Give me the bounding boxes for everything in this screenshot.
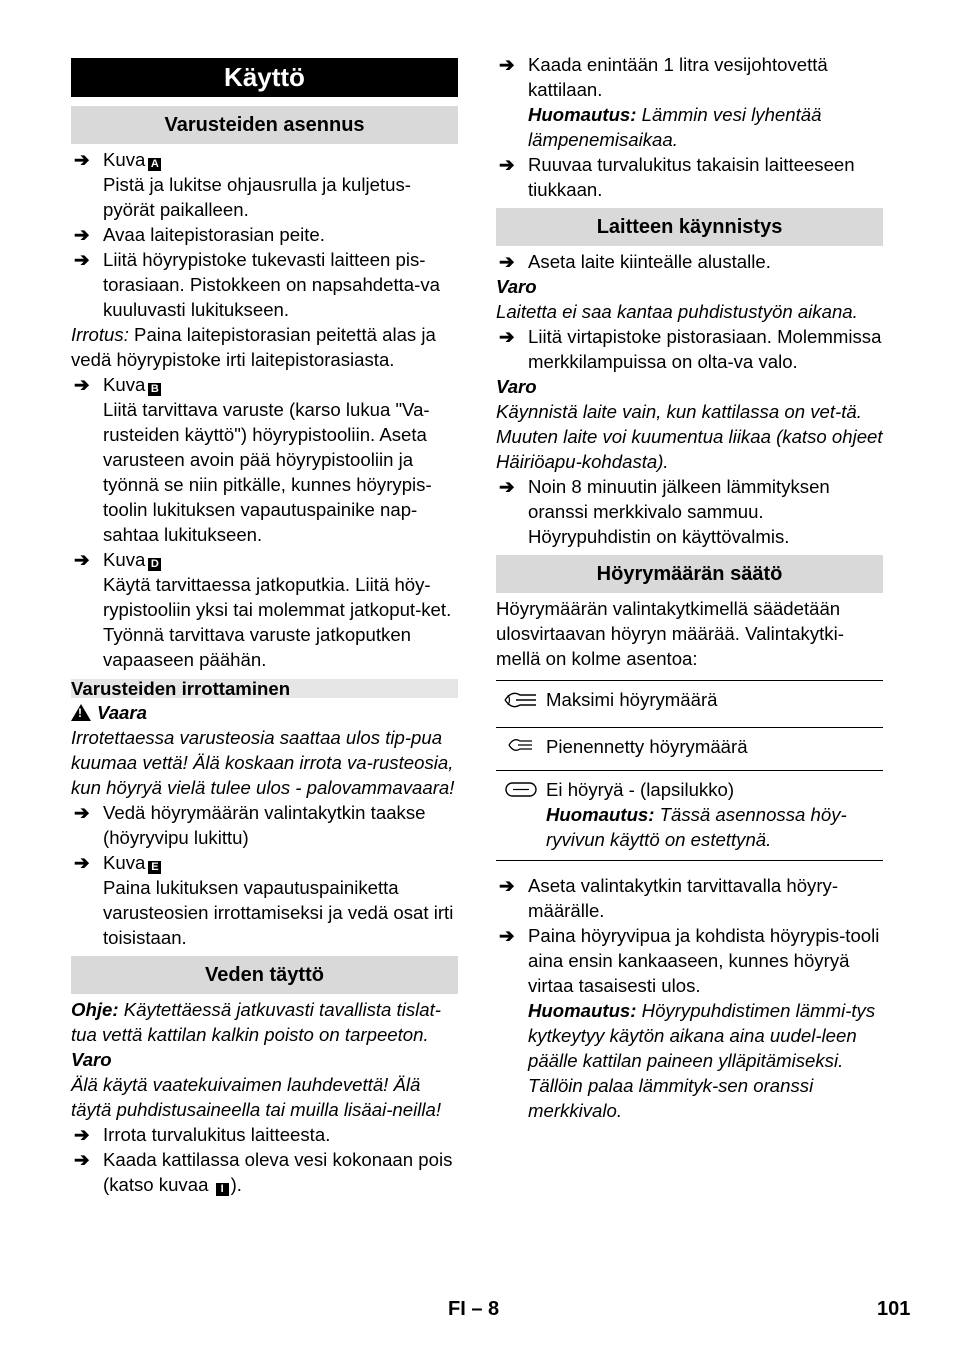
list-item: ➔ Aseta valintakytkin tarvittavalla höyry-määrälle. <box>499 875 839 921</box>
caution-text: Älä käytä vaatekuivaimen lauhdevettä! Älä täytä puhdistusaineella tai muilla lisäai-neilla! <box>71 1074 442 1120</box>
right-arrow-icon: ➔ <box>74 1124 90 1145</box>
max-steam-icon <box>502 687 540 713</box>
paragraph-ohje: Ohje: Käytettäessä jatkuvasti tavallista tislat-tua vettä kattilan kalkin poisto on tarpeeton. <box>71 999 441 1045</box>
list-item: ➔ Noin 8 minuutin jälkeen lämmityksen oranssi merkkivalo sammuu. Höyrypuhdistin on käyttövalmis. <box>499 476 830 547</box>
figure-ref-badge: E <box>148 861 161 874</box>
list-item: ➔ Kuva D Käytä tarvittaessa jatkoputkia. Liitä höy-rypistooliin yksi tai molemmat jatkoput-ket. Työnnä tarvittava varuste jatkoputken vapaaseen päähän. <box>74 549 452 670</box>
list-item: ➔ Irrota turvalukitus laitteesta. <box>74 1124 331 1145</box>
section-heading-water-fill: Veden täyttö <box>71 956 458 994</box>
footer-page-number: 101 <box>877 1298 911 1320</box>
caution-label: Varo <box>496 376 537 397</box>
paragraph-intro: Höyrymäärän valintakytkimellä säädetään ulosvirtaavan höyryn määrää. Valintakytki-mellä on kolme asentoa: <box>496 598 844 669</box>
list-item: ➔ Liitä höyrypistoke tukevasti laitteen pis-torasiaan. Pistokkeen on napsahdetta-va kuuluvasti lukitukseen. <box>74 249 440 320</box>
right-arrow-icon: ➔ <box>499 54 515 75</box>
right-arrow-icon: ➔ <box>499 875 515 896</box>
section-heading-startup: Laitteen käynnistys <box>496 208 883 246</box>
right-arrow-icon: ➔ <box>499 154 515 175</box>
list-item: ➔ Kaada enintään 1 litra vesijohtovettä kattilaan. Huomautus: Lämmin vesi lyhentää lämpenemisaikaa. <box>499 54 828 150</box>
right-arrow-icon: ➔ <box>74 374 90 395</box>
section-heading-steam-adjust: Höyrymäärän säätö <box>496 555 883 593</box>
right-arrow-icon: ➔ <box>499 925 515 946</box>
list-item: ➔ Liitä virtapistoke pistorasiaan. Molemmissa merkkilampuissa on olta-va valo. <box>499 326 882 372</box>
page-title: Käyttö <box>71 58 458 97</box>
figure-ref-badge: B <box>148 383 161 396</box>
section-heading-accessory-install: Varusteiden asennus <box>71 106 458 144</box>
caution-text: Laitetta ei saa kantaa puhdistustyön aikana. <box>496 301 858 322</box>
right-column <box>496 52 883 1123</box>
caution-label: Varo <box>496 276 537 297</box>
right-arrow-icon: ➔ <box>499 251 515 272</box>
figure-ref-badge: I <box>216 1183 229 1196</box>
caution-text: Käynnistä laite vain, kun kattilassa on vet-tä. Muuten laite voi kuumentua liikaa (katso ohjeet Häiriöapu-kohdasta). <box>496 401 883 472</box>
list-item: ➔ Vedä höyrymäärän valintakytkin taakse (höyryvipu lukittu) <box>74 802 426 848</box>
list-item: ➔ Kuva E Paina lukituksen vapautuspainiketta varusteosien irrottamiseksi ja vedä osat irti toisistaan. <box>74 852 454 948</box>
list-item: ➔ Paina höyryvipua ja kohdista höyrypis-tooli aina ensin kankaaseen, kunnes höyryä virtaa tasaisesti ulos. Huomautus: Höyrypuhdistimen lämmi-tys kytkeytyy käytön aikana aina uudel-leen päälle kattilan paineen ylläpitämiseksi. Tällöin palaa lämmityk-sen oranssi merkkivalo. <box>499 925 880 1121</box>
no-steam-lock-icon <box>503 777 539 801</box>
figure-ref-badge: D <box>148 558 161 571</box>
list-item: ➔ Kaada kattilassa oleva vesi kokonaan pois (katso kuvaa I ). <box>74 1149 453 1195</box>
list-item: ➔ Ruuvaa turvalukitus takaisin laitteeseen tiukkaan. <box>499 154 855 200</box>
warning-text: Irrotettaessa varusteosia saattaa ulos tip-pua kuumaa vettä! Älä koskaan irrota va-rusteosia, kun höyryä vielä tulee ulos - palovammavaara! <box>71 727 455 798</box>
right-arrow-icon: ➔ <box>499 476 515 497</box>
warning-triangle-icon <box>71 704 91 721</box>
list-item: ➔ Kuva B Liitä tarvittava varuste (karso lukua "Va-rusteiden käyttö") höyrypistooliin. Aseta varusteen avoin pää höyrypistooliin ja työnnä se niin pitkälle, kunnes höyrypis-toolin lukituksen vapautuspainike nap-sahtaa lukitukseen. <box>74 374 432 545</box>
left-column <box>71 58 458 1197</box>
table-row: Ei höyryä - (lapsilukko) Huomautus: Tässä asennossa höy-ryvivun käyttö on estettynä. <box>496 771 883 861</box>
table-row: Pienennetty höyrymäärä <box>496 728 883 771</box>
reduced-steam-icon <box>506 734 536 756</box>
right-arrow-icon: ➔ <box>499 326 515 347</box>
right-arrow-icon: ➔ <box>74 1149 90 1170</box>
right-arrow-icon: ➔ <box>74 224 90 245</box>
warning-label-row: ! Vaara <box>71 700 458 725</box>
paragraph-irrotus: Irrotus: Paina laitepistorasian peitettä alas ja vedä höyrypistoke irti laitepistorasiasta. <box>71 324 436 370</box>
right-arrow-icon: ➔ <box>74 852 90 873</box>
list-item: ➔ Kuva A Pistä ja lukitse ohjausrulla ja kuljetus-pyörät paikalleen. <box>74 149 411 220</box>
right-arrow-icon: ➔ <box>74 249 90 270</box>
list-item: ➔ Aseta laite kiinteälle alustalle. <box>499 251 771 272</box>
figure-ref-badge: A <box>148 158 161 171</box>
steam-setting-table <box>496 680 883 861</box>
list-item: ➔ Avaa laitepistorasian peite. <box>74 224 325 245</box>
right-arrow-icon: ➔ <box>74 149 90 170</box>
footer-language-page: FI – 8 <box>448 1298 500 1320</box>
right-arrow-icon: ➔ <box>74 549 90 570</box>
caution-label: Varo <box>71 1049 112 1070</box>
right-arrow-icon: ➔ <box>74 802 90 823</box>
subheading-accessory-removal: Varusteiden irrottaminen <box>71 679 458 698</box>
table-row: Maksimi höyrymäärä <box>496 681 883 728</box>
